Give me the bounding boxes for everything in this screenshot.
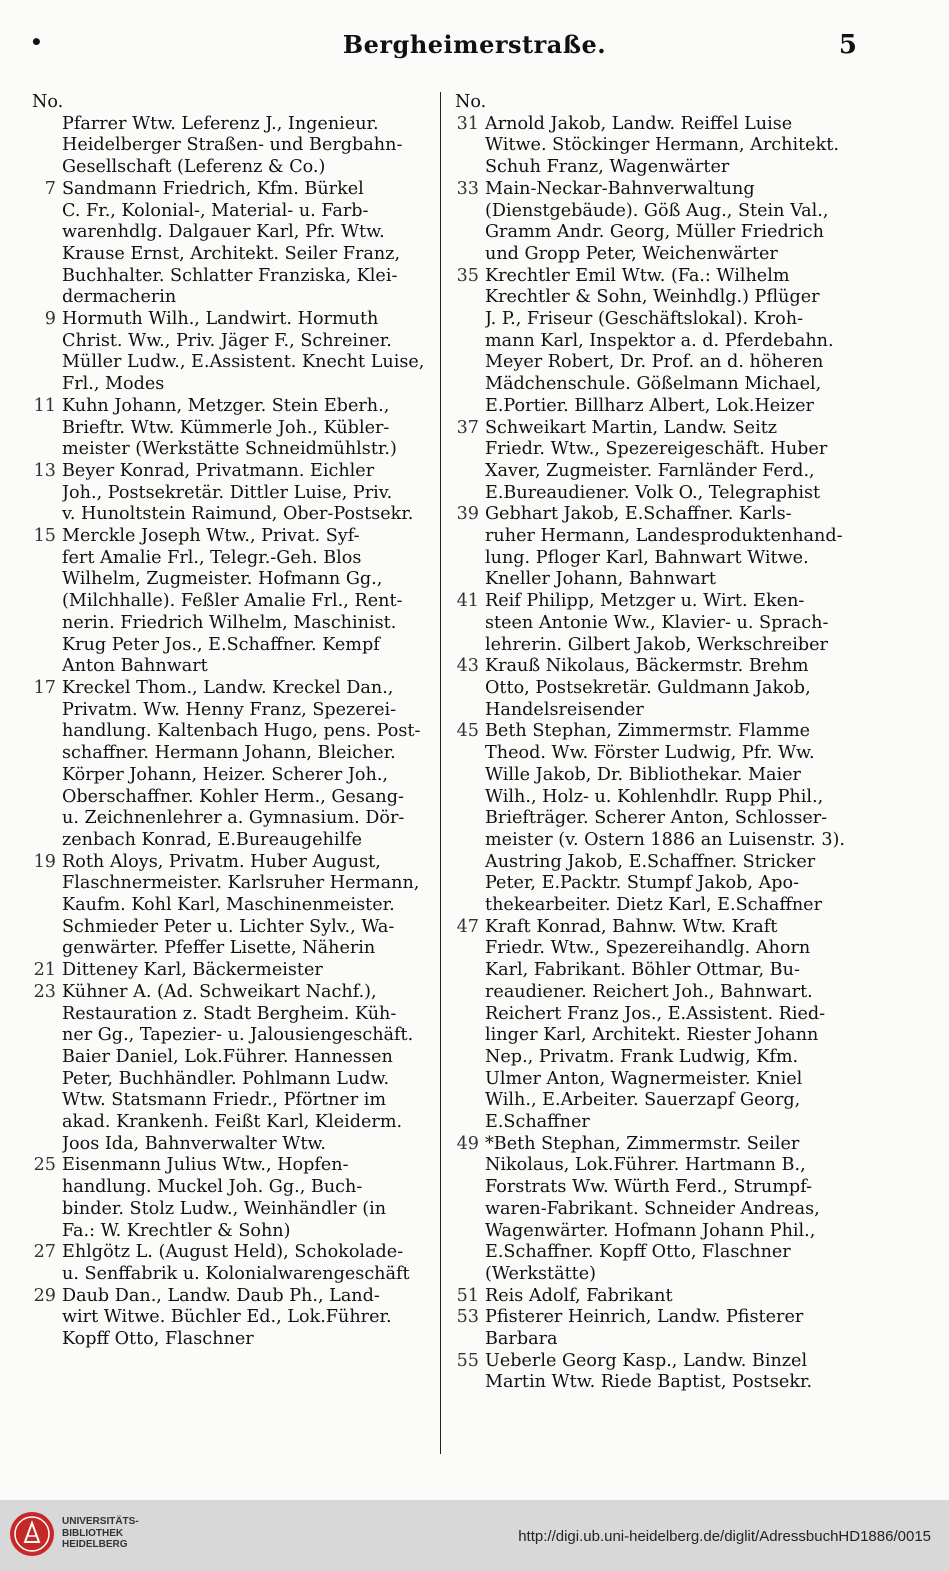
address-entry: [28, 1242, 432, 1285]
resident-list: [485, 1134, 861, 1286]
resident-list: [485, 591, 861, 656]
house-number: 43: [456, 656, 479, 677]
resident-line: Wille Jakob, Dr. Bibliothekar. Maier: [485, 764, 801, 785]
resident-line: Kühner A. (Ad. Schweikart Nachf.),: [62, 981, 377, 1002]
resident-line: Schmieder Peter u. Lichter Sylv., Wa-: [62, 916, 395, 937]
resident-line: Ueberle Georg Kasp., Landw. Binzel: [485, 1350, 808, 1371]
resident-line: Xaver, Zugmeister. Farnländer Ferd.,: [485, 460, 815, 481]
address-entry: [451, 1307, 861, 1350]
page-mark: •: [30, 30, 43, 54]
resident-line: Krauß Nikolaus, Bäckermstr. Brehm: [485, 656, 809, 677]
resident-line: Kraft Konrad, Bahnw. Wtw. Kraft: [485, 916, 778, 937]
resident-line: Oberschaffner. Kohler Herm., Gesang-: [62, 786, 404, 807]
address-entry: [451, 114, 861, 179]
resident-line: fert Amalie Frl., Telegr.-Geh. Blos: [62, 547, 362, 568]
house-number: 49: [456, 1133, 479, 1154]
library-name-line: BIBLIOTHEK: [62, 1527, 124, 1539]
resident-line: Peter, E.Packtr. Stumpf Jakob, Apo-: [485, 873, 800, 894]
resident-line: linger Karl, Architekt. Riester Johann: [485, 1025, 819, 1046]
address-entry: [451, 1134, 861, 1286]
address-entry: [451, 179, 861, 266]
resident-line: Schweikart Martin, Landw. Seitz: [485, 417, 778, 438]
resident-line: Martin Wtw. Riede Baptist, Postsekr.: [485, 1372, 813, 1393]
column-divider: [440, 92, 441, 1454]
resident-line: (Werkstätte): [485, 1263, 596, 1284]
resident-line: (Milchhalle). Feßler Amalie Frl., Rent-: [62, 591, 403, 612]
resident-line: thekearbeiter. Dietz Karl, E.Schaffner: [485, 895, 822, 916]
page-number: 5: [838, 30, 857, 60]
resident-line: Friedr. Wtw., Spezereigeschäft. Huber: [485, 439, 828, 460]
resident-list: [62, 179, 432, 309]
resident-line: E.Schaffner. Kopff Otto, Flaschner: [485, 1242, 791, 1263]
address-entry: [451, 1351, 861, 1394]
resident-line: Mädchenschule. Gößelmann Michael,: [485, 374, 822, 395]
resident-line: Roth Aloys, Privatm. Huber August,: [62, 851, 381, 872]
resident-line: dermacherin: [62, 287, 177, 308]
resident-line: Joos Ida, Bahnverwalter Wtw.: [62, 1133, 326, 1154]
address-entry: [451, 504, 861, 591]
resident-line: Krechtler Emil Wtw. (Fa.: Wilhelm: [485, 265, 790, 286]
resident-line: Joh., Postsekretär. Dittler Luise, Priv.: [62, 482, 393, 503]
resident-line: Anton Bahnwart: [62, 656, 208, 677]
library-name-line: HEIDELBERG: [62, 1539, 128, 1550]
resident-line: Restauration z. Stadt Bergheim. Küh-: [62, 1003, 397, 1024]
resident-line: ruher Hermann, Landesproduktenhand-: [485, 526, 843, 547]
resident-line: schaffner. Hermann Johann, Bleicher.: [62, 743, 396, 764]
library-name: [62, 1516, 139, 1551]
address-entry: [451, 1286, 861, 1308]
page-title: Bergheimerstraße.: [342, 30, 607, 59]
resident-line: Daub Dan., Landw. Daub Ph., Land-: [62, 1285, 380, 1306]
resident-line: lung. Pfloger Karl, Bahnwart Witwe.: [485, 547, 809, 568]
house-number: 17: [33, 677, 56, 698]
resident-line: E.Portier. Billharz Albert, Lok.Heizer: [485, 395, 814, 416]
library-name-line: UNIVERSITÄTS-: [62, 1516, 139, 1527]
resident-list: [485, 114, 861, 179]
resident-list: [485, 656, 861, 721]
address-entry: [28, 114, 432, 179]
resident-line: Merckle Joseph Wtw., Privat. Syf-: [62, 526, 360, 547]
resident-line: Frl., Modes: [62, 374, 165, 395]
house-number: 19: [33, 851, 56, 872]
resident-list: [485, 179, 861, 266]
resident-line: Heidelberger Straßen- und Bergbahn-: [62, 135, 403, 156]
house-number: 23: [33, 981, 56, 1002]
address-entry: [451, 656, 861, 721]
resident-line: waren-Fabrikant. Schneider Andreas,: [485, 1198, 820, 1219]
house-number: 31: [456, 113, 479, 134]
resident-line: meister (v. Ostern 1886 an Luisenstr. 3).: [485, 829, 846, 850]
resident-line: Kaufm. Kohl Karl, Maschinenmeister.: [62, 895, 395, 916]
resident-line: *Beth Stephan, Zimmermstr. Seiler: [485, 1133, 800, 1154]
resident-line: wirt Witwe. Büchler Ed., Lok.Führer.: [62, 1307, 392, 1328]
column-no-label: No.: [32, 92, 64, 112]
viewer-footer: [0, 1500, 949, 1571]
resident-line: Ditteney Karl, Bäckermeister: [62, 960, 323, 981]
resident-line: akad. Krankenh. Feißt Karl, Kleiderm.: [62, 1112, 403, 1133]
house-number: 9: [44, 309, 56, 330]
resident-line: Handelsreisender: [485, 699, 644, 720]
resident-line: meister (Werkstätte Schneidmühlstr.): [62, 439, 397, 460]
resident-line: handlung. Kaltenbach Hugo, pens. Post-: [62, 721, 421, 742]
resident-line: Karl, Fabrikant. Böhler Ottmar, Bu-: [485, 960, 800, 981]
resident-line: lehrerin. Gilbert Jakob, Werkschreiber: [485, 634, 828, 655]
house-number: 51: [456, 1285, 479, 1306]
address-entry: [28, 678, 432, 852]
resident-list: [62, 1286, 432, 1351]
resident-line: genwärter. Pfeffer Lisette, Näherin: [62, 938, 376, 959]
resident-line: Witwe. Stöckinger Hermann, Architekt.: [485, 135, 839, 156]
house-number: 21: [33, 960, 56, 981]
resident-line: Reichert Franz Jos., E.Assistent. Ried-: [485, 1003, 826, 1024]
resident-line: Gebhart Jakob, E.Schaffner. Karls-: [485, 504, 792, 525]
resident-line: Krug Peter Jos., E.Schaffner. Kempf: [62, 634, 380, 655]
address-entry: [451, 418, 861, 505]
resident-line: mann Karl, Inspektor a. d. Pferdebahn.: [485, 330, 834, 351]
resident-line: nerin. Friedrich Wilhelm, Maschinist.: [62, 612, 397, 633]
resident-list: [62, 960, 432, 982]
address-entry: [28, 1155, 432, 1242]
address-entry: [451, 591, 861, 656]
resident-list: [485, 418, 861, 505]
resident-line: ner Gg., Tapezier- u. Jalousiengeschäft.: [62, 1025, 414, 1046]
resident-line: Brieftr. Wtw. Kümmerle Joh., Kübler-: [62, 417, 390, 438]
resident-list: [62, 396, 432, 461]
resident-line: Wagenwärter. Hofmann Johann Phil.,: [485, 1220, 816, 1241]
resident-line: Kuhn Johann, Metzger. Stein Eberh.,: [62, 395, 390, 416]
house-number: 39: [456, 504, 479, 525]
resident-line: Schuh Franz, Wagenwärter: [485, 157, 730, 178]
resident-list: [62, 114, 432, 179]
resident-line: Wilh., E.Arbeiter. Sauerzapf Georg,: [485, 1090, 801, 1111]
resident-list: [485, 1351, 861, 1394]
address-entry: [28, 526, 432, 678]
house-number: 53: [456, 1307, 479, 1328]
resident-line: Ehlgötz L. (August Held), Schokolade-: [62, 1242, 404, 1263]
house-number: 47: [456, 916, 479, 937]
resident-line: Eisenmann Julius Wtw., Hopfen-: [62, 1155, 349, 1176]
resident-line: Austring Jakob, E.Schaffner. Stricker: [485, 851, 816, 872]
resident-line: J. P., Friseur (Geschäftslokal). Kroh-: [485, 309, 804, 330]
house-number: 15: [33, 526, 56, 547]
resident-list: [62, 852, 432, 961]
resident-line: Flaschnermeister. Karlsruher Hermann,: [62, 873, 420, 894]
resident-list: [485, 917, 861, 1134]
resident-list: [485, 504, 861, 591]
address-entry: [451, 917, 861, 1134]
resident-line: Ulmer Anton, Wagnermeister. Kniel: [485, 1068, 803, 1089]
resident-line: Hormuth Wilh., Landwirt. Hormuth: [62, 309, 379, 330]
resident-line: (Dienstgebäude). Göß Aug., Stein Val.,: [485, 200, 829, 221]
resident-line: Otto, Postsekretär. Guldmann Jakob,: [485, 677, 811, 698]
resident-line: reaudiener. Reichert Joh., Bahnwart.: [485, 981, 813, 1002]
house-number: 41: [456, 591, 479, 612]
resident-line: Christ. Ww., Priv. Jäger F., Schreiner.: [62, 330, 392, 351]
resident-line: Barbara: [485, 1329, 558, 1350]
resident-line: Nikolaus, Lok.Führer. Hartmann B.,: [485, 1155, 806, 1176]
resident-line: Reis Adolf, Fabrikant: [485, 1285, 673, 1306]
resident-line: Kreckel Thom., Landw. Kreckel Dan.,: [62, 677, 394, 698]
address-entry: [451, 721, 861, 916]
resident-line: handlung. Muckel Joh. Gg., Buch-: [62, 1177, 363, 1198]
house-number: 25: [33, 1155, 56, 1176]
left-column: [28, 92, 432, 1351]
resident-line: Theod. Ww. Förster Ludwig, Pfr. Ww.: [485, 743, 815, 764]
source-url-link[interactable]: http://digi.ub.uni-heidelberg.de/diglit/AdressbuchHD1886/0015: [518, 1528, 931, 1545]
resident-line: Forstrats Ww. Würth Ferd., Strumpf-: [485, 1177, 813, 1198]
resident-line: Beyer Konrad, Privatmann. Eichler: [62, 460, 375, 481]
resident-line: Beth Stephan, Zimmermstr. Flamme: [485, 721, 811, 742]
resident-line: E.Schaffner: [485, 1112, 590, 1133]
resident-line: v. Hunoltstein Raimund, Ober-Postsekr.: [62, 504, 414, 525]
resident-line: Fa.: W. Krechtler & Sohn): [62, 1220, 291, 1241]
resident-line: Privatm. Ww. Henny Franz, Spezerei-: [62, 699, 397, 720]
resident-line: Wilh., Holz- u. Kohlenhdlr. Rupp Phil.,: [485, 786, 824, 807]
address-entry: [451, 266, 861, 418]
resident-list: [485, 266, 861, 418]
resident-line: Gesellschaft (Leferenz & Co.): [62, 157, 326, 178]
address-entry: [28, 982, 432, 1156]
house-number: 37: [456, 417, 479, 438]
house-number: 13: [33, 460, 56, 481]
resident-line: Nep., Privatm. Frank Ludwig, Kfm.: [485, 1046, 799, 1067]
address-entry: [28, 309, 432, 396]
resident-line: Körper Johann, Heizer. Scherer Joh.,: [62, 764, 389, 785]
resident-line: u. Zeichnenlehrer a. Gymnasium. Dör-: [62, 808, 405, 829]
resident-line: Friedr. Wtw., Spezereihandlg. Ahorn: [485, 938, 811, 959]
resident-line: Kneller Johann, Bahnwart: [485, 569, 716, 590]
house-number: 55: [456, 1350, 479, 1371]
house-number: 27: [33, 1242, 56, 1263]
resident-line: Buchhalter. Schlatter Franziska, Klei-: [62, 265, 398, 286]
resident-list: [62, 678, 432, 852]
resident-line: Main-Neckar-Bahnverwaltung: [485, 178, 755, 199]
address-entry: [28, 960, 432, 982]
house-number: 7: [44, 178, 56, 199]
resident-line: Pfisterer Heinrich, Landw. Pfisterer: [485, 1307, 804, 1328]
resident-line: Briefträger. Scherer Anton, Schlosser-: [485, 808, 828, 829]
resident-line: Gramm Andr. Georg, Müller Friedrich: [485, 222, 824, 243]
address-entry: [28, 179, 432, 309]
house-number: 33: [456, 178, 479, 199]
resident-line: Reif Philipp, Metzger u. Wirt. Eken-: [485, 591, 805, 612]
resident-line: Arnold Jakob, Landw. Reiffel Luise: [485, 113, 793, 134]
address-entry: [28, 461, 432, 526]
address-entry: [28, 396, 432, 461]
address-entry: [28, 852, 432, 961]
house-number: 11: [33, 395, 56, 416]
house-number: 45: [456, 721, 479, 742]
resident-line: Krechtler & Sohn, Weinhdlg.) Pflüger: [485, 287, 820, 308]
resident-list: [62, 982, 432, 1156]
resident-list: [485, 721, 861, 916]
house-number: 35: [456, 265, 479, 286]
resident-line: Kopff Otto, Flaschner: [62, 1329, 254, 1350]
resident-line: Baier Daniel, Lok.Führer. Hannessen: [62, 1046, 393, 1067]
right-column: [451, 92, 861, 1394]
resident-line: warenhdlg. Dalgauer Karl, Pfr. Wtw.: [62, 222, 385, 243]
resident-line: und Gropp Peter, Weichenwärter: [485, 243, 778, 264]
resident-line: Meyer Robert, Dr. Prof. an d. höheren: [485, 352, 824, 373]
resident-line: Peter, Buchhändler. Pohlmann Ludw.: [62, 1068, 390, 1089]
house-number: 29: [33, 1285, 56, 1306]
resident-line: binder. Stolz Ludw., Weinhändler (in: [62, 1198, 387, 1219]
resident-line: u. Senffabrik u. Kolonialwarengeschäft: [62, 1263, 410, 1284]
resident-list: [485, 1286, 861, 1308]
resident-list: [62, 1155, 432, 1242]
university-seal-icon: [8, 1510, 56, 1558]
resident-line: Wilhelm, Zugmeister. Hofmann Gg.,: [62, 569, 383, 590]
resident-line: Krause Ernst, Architekt. Seiler Franz,: [62, 243, 401, 264]
resident-list: [62, 526, 432, 678]
resident-list: [485, 1307, 861, 1350]
resident-line: steen Antonie Ww., Klavier- u. Sprach-: [485, 612, 829, 633]
address-entry: [28, 1286, 432, 1351]
resident-list: [62, 1242, 432, 1285]
column-no-label: No.: [455, 92, 487, 112]
resident-line: zenbach Konrad, E.Bureaugehilfe: [62, 829, 363, 850]
resident-list: [62, 461, 432, 526]
resident-line: Pfarrer Wtw. Leferenz J., Ingenieur.: [62, 113, 379, 134]
resident-line: Müller Ludw., E.Assistent. Knecht Luise,: [62, 352, 425, 373]
resident-line: C. Fr., Kolonial-, Material- u. Farb-: [62, 200, 369, 221]
resident-list: [62, 309, 432, 396]
resident-line: E.Bureaudiener. Volk O., Telegraphist: [485, 482, 821, 503]
resident-line: Sandmann Friedrich, Kfm. Bürkel: [62, 178, 364, 199]
resident-line: Wtw. Statsmann Friedr., Pförtner im: [62, 1090, 387, 1111]
